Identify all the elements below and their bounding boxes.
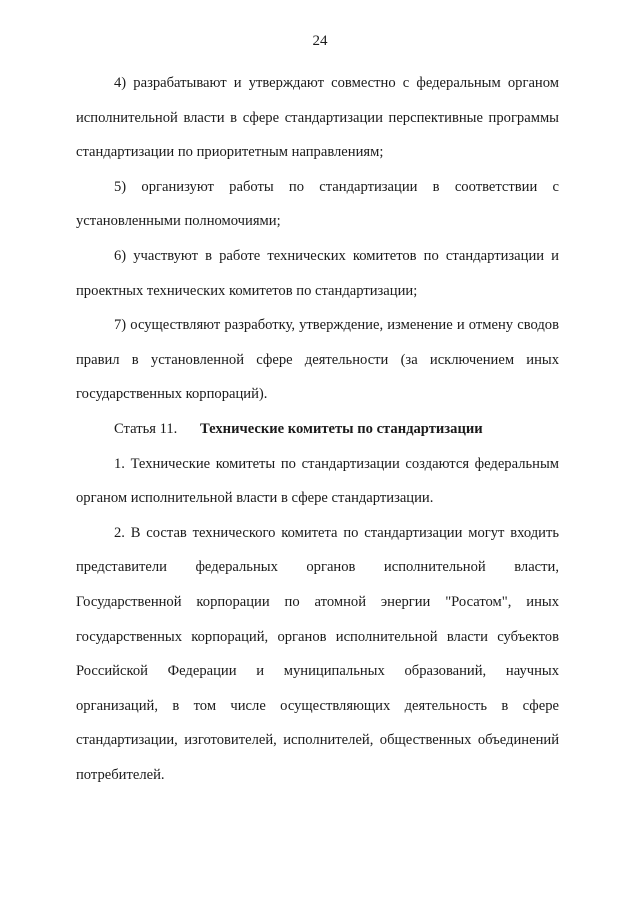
- article-title: Технические комитеты по стандартизации: [200, 420, 483, 437]
- paragraph-clause-1: 1. Технические комитеты по стандартизации создаются федеральным органом исполнительной власти в сфере стандартизации.: [76, 455, 559, 507]
- paragraph-clause-2: 2. В состав технического комитета по стандартизации могут входить представители федеральных органов исполнительной власти, Государственной корпорации по атомной энергии "Росатом", иных государственных корпораций, органов исполнительной власти субъектов Российской Федерации и муниципальных образований, научных организаций, в том числе осуществляющих деятельность в сфере стандартизации, изготовителей, исполнителей, общественных объединений потребителей.: [76, 524, 559, 783]
- page-number: 24: [312, 33, 328, 49]
- article-number: Статья 11.: [114, 420, 178, 437]
- paragraph-item-4: 4) разрабатывают и утверждают совместно с федеральным органом исполнительной власти в сфере стандартизации перспективные программы стандартизации по приоритетным направлениям;: [76, 75, 559, 161]
- paragraph-item-7: 7) осуществляют разработку, утверждение, изменение и отмену сводов правил в установленной сфере деятельности (за исключением иных государственных корпораций).: [76, 317, 559, 403]
- paragraph-item-5: 5) организуют работы по стандартизации в соответствии с установленными полномочиями;: [76, 178, 559, 230]
- paragraph-item-6: 6) участвуют в работе технических комитетов по стандартизации и проектных технических комитетов по стандартизации;: [76, 247, 559, 299]
- document-body: [76, 66, 559, 792]
- article-heading: [76, 412, 559, 447]
